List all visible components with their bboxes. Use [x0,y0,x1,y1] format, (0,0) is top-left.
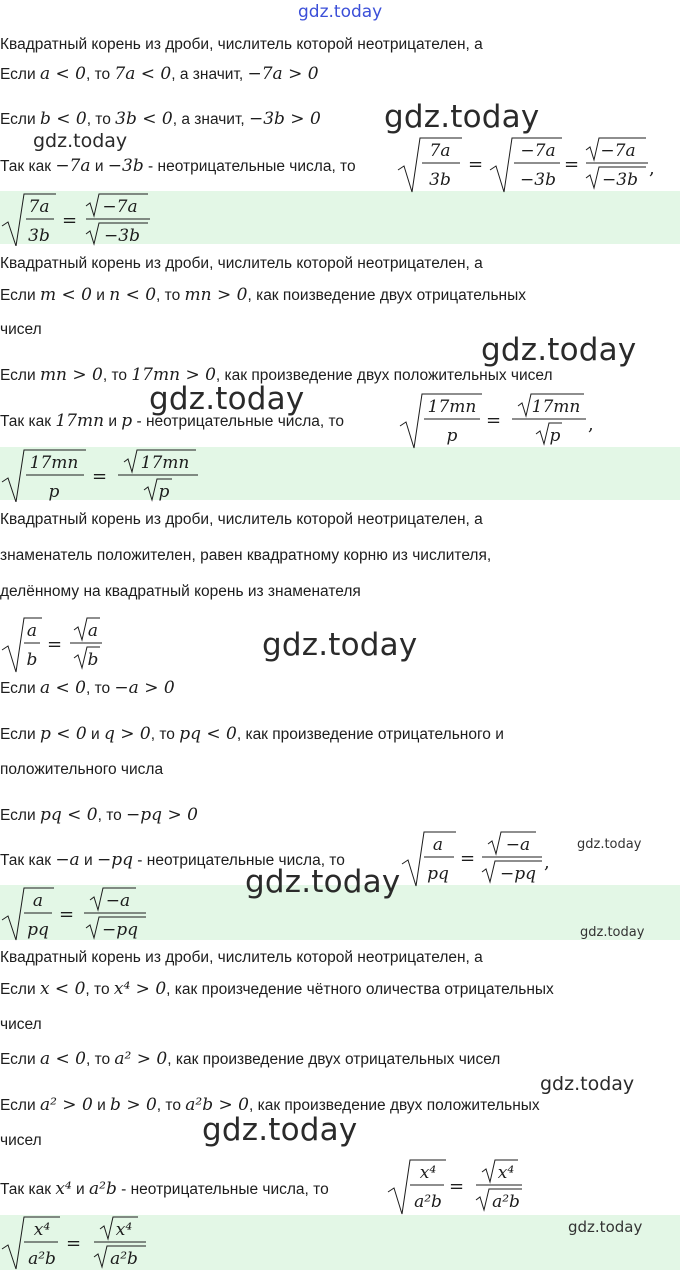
svg-text:=: = [486,410,502,431]
p4-line3-cont: чисел [0,1132,42,1149]
f1-num-a: 7a [429,141,451,161]
watermark-5: gdz.today [262,627,418,663]
svg-text:−pq: −pq [499,864,537,884]
p2-line1-cont: чисел [0,321,42,338]
svg-text:=: = [468,154,484,175]
svg-text:,: , [588,414,594,435]
watermark-11: gdz.today [568,1218,643,1236]
p1-line2: Если b < 0, то 3b < 0, а значит, −3b > 0 [0,109,321,129]
svg-text:17mn: 17mn [140,453,190,473]
svg-text:−7a: −7a [600,141,636,161]
svg-text:=: = [564,154,580,175]
p4-line2: Если a < 0, то a² > 0, как произведение двух отрицательных чисел [0,1049,501,1069]
watermark-9: gdz.today [540,1073,635,1095]
p1-intro: Квадратный корень из дроби, числитель которой неотрицателен, а [0,36,483,53]
watermark-7: gdz.today [245,864,401,900]
p4-line1: Если x < 0, то x⁴ > 0, как произчедение чётного оличества отрицательных [0,979,554,999]
formula-1-answer [0,190,170,246]
p2-line1: Если m < 0 и n < 0, то mn > 0, как поизведение двух отрицательных [0,285,526,305]
svg-text:−7a: −7a [102,197,138,217]
p4-line3: Если a² > 0 и b > 0, то a²b > 0, как произведение двух положительных [0,1095,540,1115]
header-watermark: gdz.today [298,2,383,22]
watermark-10: gdz.today [202,1112,358,1148]
f1-num-b: −7a [520,141,556,161]
svg-text:p: p [158,482,170,502]
svg-text:−3b: −3b [602,170,638,190]
svg-text:pq: pq [427,864,449,884]
svg-text:7a: 7a [28,197,50,217]
svg-text:pq: pq [27,920,49,940]
watermark-6: gdz.today [577,837,642,852]
svg-text:=: = [66,1233,82,1254]
svg-text:x⁴: x⁴ [419,1163,437,1183]
formula-4-inline [400,828,560,888]
svg-text:a: a [87,621,99,641]
svg-text:x⁴: x⁴ [33,1220,51,1240]
svg-text:x⁴: x⁴ [115,1220,133,1240]
svg-text:a²b: a²b [28,1249,56,1269]
p3-intro-1: Квадратный корень из дроби, числитель которой неотрицателен, а [0,511,483,528]
svg-text:,: , [649,158,655,179]
svg-text:b: b [87,650,99,670]
watermark-2: gdz.today [33,130,128,152]
p3-intro-2: знаменатель положителен, равен квадратному корню из числителя, [0,547,492,564]
f1-den-a: 3b [429,170,451,190]
svg-text:a²b: a²b [414,1192,442,1212]
svg-text:=: = [59,904,75,925]
watermark-8: gdz.today [580,925,645,940]
svg-text:=: = [460,848,476,869]
svg-text:b: b [26,650,38,670]
formula-5-answer [0,1213,160,1270]
p4-intro: Квадратный корень из дроби, числитель которой неотрицателен, а [0,949,483,966]
formula-2-inline [398,390,608,450]
svg-text:a: a [32,891,44,911]
svg-text:17mn: 17mn [531,397,581,417]
formula-5-inline [386,1156,536,1218]
svg-text:=: = [92,466,108,487]
svg-text:x⁴: x⁴ [497,1163,515,1183]
svg-text:p: p [48,482,60,502]
p4-line4: Так как x⁴ и a²b - неотрицательные числа, то [0,1179,329,1199]
svg-text:a: a [432,835,444,855]
p1-line1: Если a < 0, то 7a < 0, а значит, −7a > 0 [0,64,319,84]
svg-text:3b: 3b [28,226,50,246]
p3-line2: Если p < 0 и q > 0, то pq < 0, как произведение отрицательного и [0,724,504,744]
p3-line4: Так как −a и −pq - неотрицательные числа, то [0,850,345,870]
svg-text:a²b: a²b [110,1249,138,1269]
svg-text:17mn: 17mn [29,453,79,473]
formula-1-inline [396,134,666,196]
p2-line2: Если mn > 0, то 17mn > 0, как произведение двух положительных чисел [0,365,553,385]
p3-line1: Если a < 0, то −a > 0 [0,678,175,698]
watermark-1: gdz.today [384,99,540,135]
watermark-4: gdz.today [149,381,305,417]
formula-2-answer [0,446,210,502]
p4-line1-cont: чисел [0,1016,42,1033]
svg-text:p: p [446,426,458,446]
svg-text:−pq: −pq [101,920,139,940]
f1-den-b: −3b [520,170,556,190]
formula-3 [0,614,120,674]
watermark-3: gdz.today [481,332,637,368]
svg-text:=: = [449,1176,465,1197]
svg-text:a: a [26,621,38,641]
p3-intro-3: делённому на квадратный корень из знаменателя [0,583,361,600]
p2-intro: Квадратный корень из дроби, числитель которой неотрицателен, а [0,255,483,272]
svg-text:=: = [47,634,63,655]
svg-text:p: p [549,426,561,446]
p1-line3: Так как −7a и −3b - неотрицательные числа, то [0,156,356,176]
formula-4-answer [0,884,160,942]
svg-text:−a: −a [105,891,131,911]
svg-text:=: = [62,210,78,231]
svg-text:−a: −a [505,835,531,855]
svg-text:,: , [544,852,550,873]
p3-line3: Если pq < 0, то −pq > 0 [0,805,198,825]
p3-line2-cont: положительного числа [0,761,164,778]
svg-text:−3b: −3b [104,226,140,246]
svg-text:a²b: a²b [492,1192,520,1212]
svg-text:17mn: 17mn [427,397,477,417]
p2-line3: Так как 17mn и p - неотрицательные числа, то [0,411,345,431]
